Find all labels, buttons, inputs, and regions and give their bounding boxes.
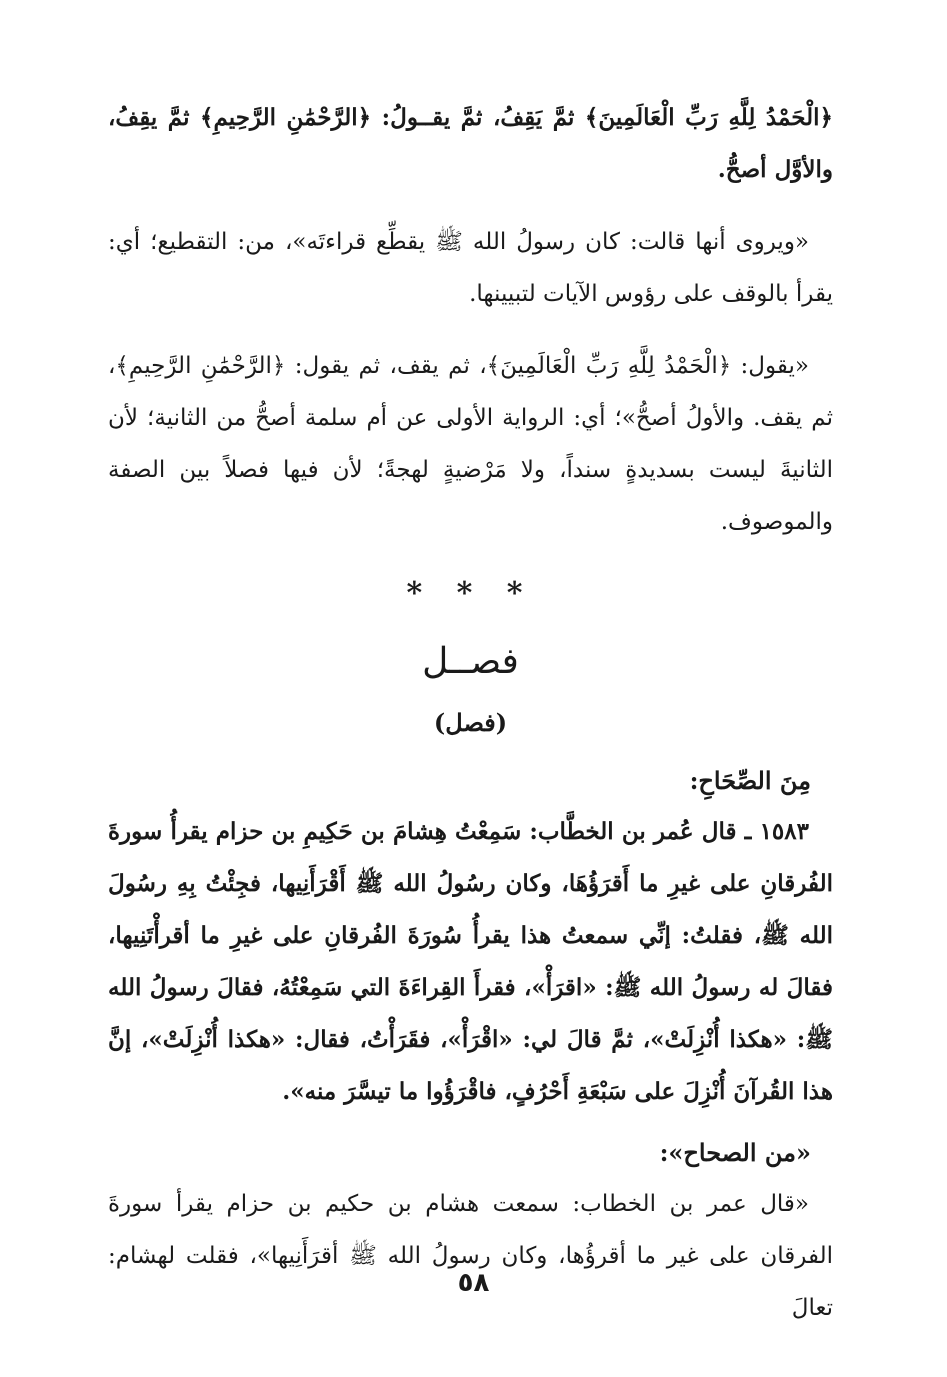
heading-sahih-commentary: «من الصحاح»:	[659, 1138, 811, 1167]
paragraph-commentary: «يقول: ﴿الْحَمْدُ لِلَّهِ رَبِّ الْعَالَمِينَ﴾، ثم يقف، ثم يقول: ﴿الرَّحْمَٰنِ الرَّحِيمِ﴾، ثم يقف. والأولُ أصحُّ»؛ أي: الرواية الأولى عن أم سلمة أصحُّ من الثانية؛ لأن الثانيةَ ليست بسديدةٍ سنداً، ولا مَرْضيةٍ لهجةً؛ لأن فيها فصلاً بين الصفة والموصوف.	[108, 353, 833, 535]
paragraph-narration: «ويروى أنها قالت: كان رسولُ الله ﷺ يقطِّع قراءتَه»، من: التقطيع؛ أي: يقرأ بالوقف على رؤوس الآيات لتبيينها.	[108, 229, 833, 307]
section-separator: * * *	[406, 576, 535, 611]
paragraph-opening: ﴿الْحَمْدُ لِلَّهِ رَبِّ الْعَالَمِينَ﴾ ثمَّ يَقِفُ، ثمَّ يقــولُ: ﴿الرَّحْمَٰنِ الرَّحِيمِ﴾ ثمَّ يقِفُ، والأوَّل أصحُّ.	[108, 104, 833, 183]
page-body	[108, 92, 833, 1334]
paragraph-hadith-commentary: «قال عمر بن الخطاب: سمعت هشام بن حكيم بن حزام يقرأ سورةَ الفرقان على غير ما أقرؤُها، وكان رسولُ الله ﷺ أقرَأَنِيها»، فقلت لهشام: تعالَ	[108, 1191, 833, 1321]
section-subtitle: (فصل)	[433, 708, 508, 737]
hadith-1583: ١٥٨٣ ـ قال عُمر بن الخطَّاب: سَمِعْتُ هِشامَ بن حَكِيمِ بن حزام يقرأُ سورةَ الفُرقانِ على غيرِ ما أَقرَؤُهَا، وكان رسُولُ الله ﷺ أَقْرَأَنِيها، فجِئْتُ بِهِ رسُولَ الله ﷺ، فقلتُ: إنِّي سمعتُ هذا يقرأُ سُورَةَ الفُرقانِ على غيرِ ما أقرأْتَنِيها، فقالَ له رسولُ الله ﷺ: «اقرَأْ»، فقرأَ القِراءَةَ التي سَمِعْتُهُ، فقالَ رسولُ الله ﷺ: «هكذا أُنْزِلَتْ»، ثمَّ قالَ لي: «اقْرَأْ»، فقَرَأْتُ، فقال: «هكذا أُنْزِلَتْ»، إنَّ هذا القُرآنَ أُنْزِلَ على سَبْعَةِ أَحْرُفٍ، فاقْرَؤُوا ما تيسَّرَ منه».	[108, 818, 833, 1105]
heading-sahih: مِنَ الصِّحَاحِ:	[689, 766, 811, 795]
section-title: فصــل	[422, 641, 519, 682]
page-number: ٥٨	[457, 1268, 490, 1298]
